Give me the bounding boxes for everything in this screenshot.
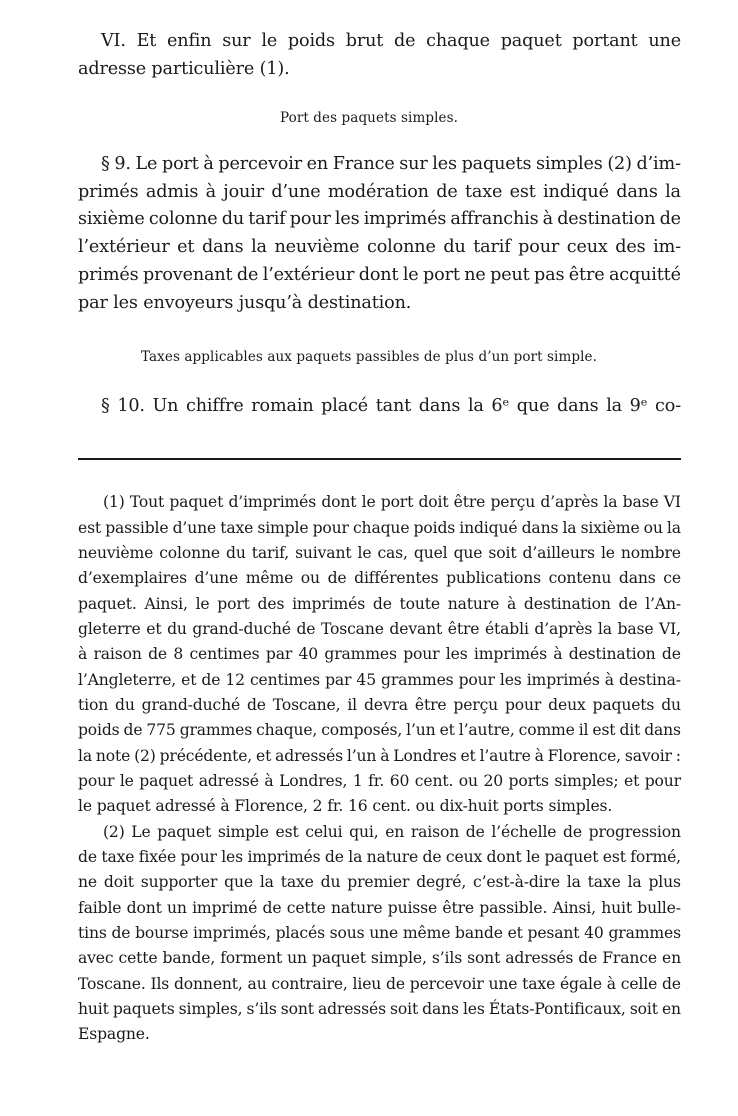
- footnote-1-line-4: d’exemplaires d’une même ou de différentes publications contenu dans ce: [78, 569, 681, 587]
- para-9-line-2: primés admis à jouir d’une modération de taxe est indiqué dans la: [78, 182, 681, 202]
- footnote-separator: [78, 458, 681, 460]
- footnote-1-line-13: le paquet adressé à Florence, 2 fr. 16 cent. ou dix-huit ports simples.: [78, 797, 613, 815]
- footnote-2-line-4: faible dont un imprimé de cette nature puisse être passible. Ainsi, huit bulle-: [78, 899, 681, 917]
- footnote-2-line-2: de taxe fixée pour les imprimés de la nature de ceux dont le paquet est formé,: [78, 848, 681, 866]
- footnote-1-line-5: paquet. Ainsi, le port des imprimés de toute nature à destination de l’An-: [78, 595, 681, 613]
- footnote-1-line-11: la note (2) précédente, et adressés l’un à Londres et l’autre à Florence, savoir :: [78, 747, 681, 765]
- footnote-2-line-3: ne doit supporter que la taxe du premier degré, c’est-à-dire la taxe la plus: [78, 873, 681, 891]
- footnote-2-line-1: (2) Le paquet simple est celui qui, en raison de l’échelle de progression: [103, 823, 681, 841]
- para-10-line-1: § 10. Un chiffre romain placé tant dans la 6ᵉ que dans la 9ᵉ co-: [101, 396, 681, 416]
- section-vi-line-2: adresse particulière (1).: [78, 59, 290, 79]
- footnote-1-line-6: gleterre et du grand-duché de Toscane devant être établi d’après la base VI,: [78, 620, 681, 638]
- footnote-2-line-9: Espagne.: [78, 1025, 150, 1043]
- para-9-line-6: par les envoyeurs jusqu’à destination.: [78, 293, 412, 313]
- footnote-2-line-6: avec cette bande, forment un paquet simple, s’ils sont adressés de France en: [78, 949, 681, 967]
- para-9-line-4: l’extérieur et dans la neuvième colonne du tarif pour ceux des im-: [78, 237, 681, 257]
- para-9-line-3: sixième colonne du tarif pour les imprimés affranchis à destination de: [78, 209, 681, 229]
- footnote-2-line-8: huit paquets simples, s’ils sont adressés soit dans les États-Pontificaux, soit en: [78, 1000, 681, 1018]
- para-9-line-5: primés provenant de l’extérieur dont le port ne peut pas être acquitté: [78, 265, 681, 285]
- footnote-2-line-7: Toscane. Ils donnent, au contraire, lieu de percevoir une taxe égale à celle de: [78, 975, 681, 993]
- section-vi-line-1: VI. Et enfin sur le poids brut de chaque paquet portant une: [101, 31, 681, 51]
- footnote-1-line-12: pour le paquet adressé à Londres, 1 fr. 60 cent. ou 20 ports simples; et pour: [78, 772, 681, 790]
- footnote-1-line-2: est passible d’une taxe simple pour chaque poids indiqué dans la sixième ou la: [78, 519, 681, 537]
- para-9-line-1: § 9. Le port à percevoir en France sur les paquets simples (2) d’im-: [101, 154, 681, 174]
- footnote-2-line-5: tins de bourse imprimés, placés sous une même bande et pesant 40 grammes: [78, 924, 681, 942]
- heading-simple-packets: Port des paquets simples.: [279, 110, 459, 126]
- footnote-1-line-1: (1) Tout paquet d’imprimés dont le port doit être perçu d’après la base VI: [103, 493, 681, 511]
- footnote-1-line-7: à raison de 8 centimes par 40 grammes pour les imprimés à destination de: [78, 645, 681, 663]
- heading-multiple-ports: Taxes applicables aux paquets passibles de plus d’un port simple.: [140, 349, 598, 365]
- footnote-1-line-8: l’Angleterre, et de 12 centimes par 45 grammes pour les imprimés à destina-: [78, 671, 681, 689]
- footnote-1-line-10: poids de 775 grammes chaque, composés, l’un et l’autre, comme il est dit dans: [78, 721, 681, 739]
- footnote-1-line-9: tion du grand-duché de Toscane, il devra être perçu pour deux paquets du: [78, 696, 681, 714]
- footnote-1-line-3: neuvième colonne du tarif, suivant le cas, quel que soit d’ailleurs le nombre: [78, 544, 681, 562]
